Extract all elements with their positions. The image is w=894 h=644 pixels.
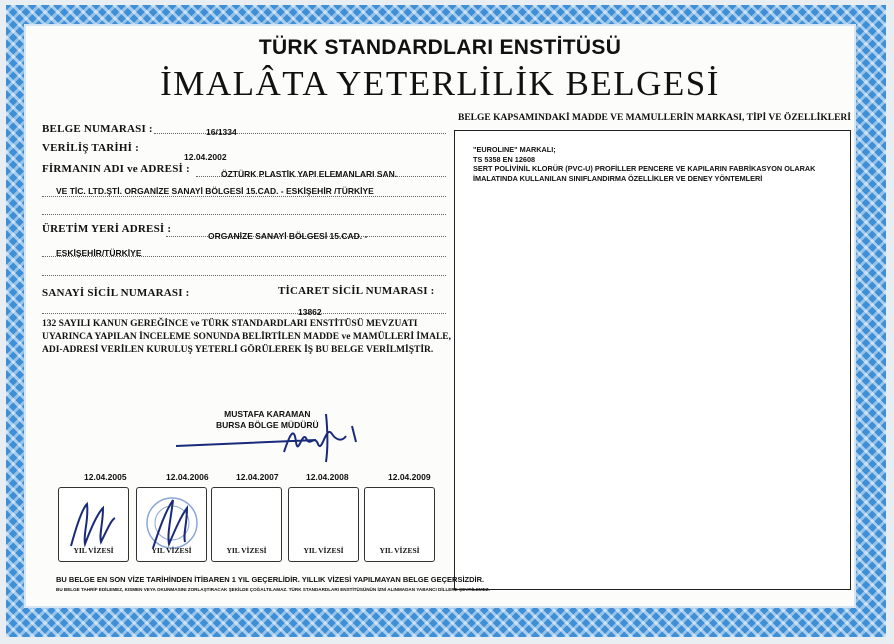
visa-date-2005: 12.04.2005	[84, 472, 127, 482]
scope-text	[473, 145, 815, 183]
signature-mark	[176, 404, 366, 474]
visa-stamp-2006	[143, 494, 201, 552]
signatory-name: MUSTAFA KARAMAN	[224, 409, 311, 419]
scope-line-standard: TS 5358 EN 12608	[473, 154, 536, 164]
visa-date-2009: 12.04.2009	[388, 472, 431, 482]
scope-heading: BELGE KAPSAMINDAKİ MADDE VE MAMULLERİN MARKASI, TİPİ VE ÖZELLİKLERİ	[458, 113, 851, 123]
visa-box-2006	[136, 487, 207, 562]
visa-label-2005: YIL VİZESİ	[73, 546, 114, 555]
sanayi-label: SANAYİ SİCİL NUMARASI :	[42, 287, 190, 299]
certificate-title: İMALÂTA YETERLİLİK BELGESİ	[160, 64, 720, 103]
ticaret-label: TİCARET SİCİL NUMARASI :	[278, 285, 435, 297]
visa-label-2007: YIL VİZESİ	[226, 546, 267, 555]
firma-value-1: ÖZTÜRK PLASTİK YAPI ELEMANLARI SAN.	[221, 169, 398, 179]
verilis-value: 12.04.2002	[184, 152, 227, 162]
scope-line-brand: "EUROLINE" MARKALI;	[473, 145, 556, 154]
belge-no-value: 16/1334	[206, 127, 237, 137]
copyright-notice: BU BELGE TAHRİF EDİLEMEZ, KISMEN VEYA OKUNMASINI ZORLAŞTIRACAK ŞEKİLDE ÇOĞALTILAMAZ. TÜRK STANDARDLARI ENSTİTÜSÜNÜN İZNİ ALINMADAN YABANCI DİLLERE ÇEVRİLEMEZ.	[56, 587, 490, 592]
validity-notice: BU BELGE EN SON VİZE TARİHİNDEN İTİBAREN 1 YIL GEÇERLİDİR. YILLIK VİZESİ YAPILMAYAN BELGE GEÇERSİZDİR.	[56, 575, 485, 584]
visa-date-2008: 12.04.2008	[306, 472, 349, 482]
visa-box-2009	[364, 487, 435, 562]
visa-date-2007: 12.04.2007	[236, 472, 279, 482]
visa-label-2009: YIL VİZESİ	[379, 546, 420, 555]
institution-name: TÜRK STANDARDLARI ENSTİTÜSÜ	[258, 36, 622, 59]
visa-label-2006: YIL VİZESİ	[151, 546, 192, 555]
belge-no-label: BELGE NUMARASI :	[42, 123, 153, 135]
verilis-label: VERİLİŞ TARİHİ :	[42, 142, 139, 154]
dotted-line	[42, 214, 446, 215]
uretim-value-2: ESKİŞEHİR/TÜRKİYE	[56, 248, 142, 258]
scope-box	[454, 130, 851, 590]
legal-statement: 132 SAYILI KANUN GEREĞİNCE ve TÜRK STANDARDLARI ENSTİTÜSÜ MEVZUATI UYARINCA YAPILAN İNCELEME SONUNDA BELİRTİLEN MADDE ve MAMÜLLERİ İMALE, ADI-ADRESİ VERİLEN KURULUŞ YETERLİ GÖRÜLEREK İŞ BU BELGE VERİLMİŞTİR.	[42, 319, 452, 355]
certificate-body	[26, 26, 854, 606]
dotted-line	[42, 196, 446, 197]
dotted-line	[42, 313, 446, 314]
uretim-label: ÜRETİM YERİ ADRESİ :	[42, 223, 172, 235]
dotted-line	[154, 133, 446, 134]
signatory-position: BURSA BÖLGE MÜDÜRÜ	[216, 420, 319, 430]
visa-box-2008	[288, 487, 359, 562]
uretim-value-1: ORGANİZE SANAYİ BÖLGESİ 15.CAD. -	[208, 231, 368, 241]
firma-label: FİRMANIN ADI ve ADRESİ :	[42, 163, 190, 175]
scope-line-product: SERT POLİVİNİL KLORÜR (PVC-U) PROFİLLER PENCERE VE KAPILARIN FABRİKASYON OLARAK	[473, 164, 816, 174]
visa-box-2005	[58, 487, 129, 562]
scope-line-usage: İMALATINDA KULLANILAN SINIFLANDIRMA ÖZELLİKLER VE DENEY YÖNTEMLERİ	[473, 173, 763, 183]
firma-value-2: VE TİC. LTD.ŞTİ. ORGANİZE SANAYİ BÖLGESİ 15.CAD. - ESKİŞEHİR /TÜRKİYE	[56, 186, 374, 196]
visa-signature-2005	[63, 494, 123, 549]
visa-box-2007	[211, 487, 282, 562]
ticaret-value: 13862	[298, 307, 322, 317]
dotted-line	[42, 275, 446, 276]
visa-date-2006: 12.04.2006	[166, 472, 209, 482]
visa-label-2008: YIL VİZESİ	[303, 546, 344, 555]
